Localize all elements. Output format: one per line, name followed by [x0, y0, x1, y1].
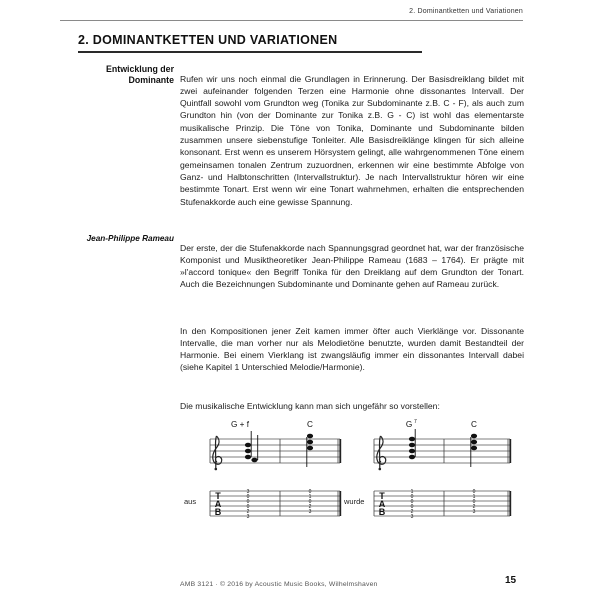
svg-text:0: 0	[246, 499, 250, 505]
treble-clef-dot	[215, 468, 218, 471]
svg-text:0: 0	[246, 504, 250, 510]
header-rule	[60, 20, 523, 21]
svg-text:3: 3	[246, 514, 250, 520]
footer-imprint: AMB 3121 · © 2016 by Acoustic Music Books, Wilhelmshaven	[180, 581, 378, 588]
svg-text:0: 0	[308, 499, 312, 505]
right-system	[343, 419, 510, 520]
paragraph-grundlagen: Rufen wir uns noch einmal die Grundlagen in Erinnerung. Der Basisdreiklang bildet mit zwei aufeinander folgenden Terzen eine Harmonie ohne dissonantes Intervall. Der Quintfall sowohl vom Grundton weg (Tonika zur Subdominante z.B. C - F), als auch zum Grundton hin (von der Dominante zur Tonika z.B. G - C) ist wohl das elementarste musikalische Prinzip. Die Töne von Tonika, Dominante und Subdominante bilden zusammen unsere siebenstufige Tonleiter. Alle Basisdreiklänge klingen für sich alleine konsonant. Erst wenn es unserem Hörsystem gelingt, alle wahrgenommenen Töne einem gemeinsamen tonalen Zentrum zuzuordnen, erkennen wir eine bestimmte Abfolge von Ganz- und Halbtonschritten (Intervallstruktur). Je nach Intervallstruktur hören wir eine bestimmte Tonart. Erst wenn wir eine Tonart wahrnehmen, erhalten die entsprechenden Stufenakkorde auch eine gewisse Spannung.	[180, 73, 524, 207]
tab-letter-t: T	[379, 491, 385, 501]
tab-staff-lines	[210, 491, 340, 516]
svg-text:0: 0	[308, 489, 312, 495]
section-label-entwicklung-der-dominante: Entwicklung der Dominante	[106, 64, 174, 85]
tab-numbers-column-1	[247, 489, 250, 520]
svg-text:0: 0	[472, 489, 476, 495]
chord-label-c: C	[307, 420, 313, 429]
left-system	[184, 420, 340, 520]
paragraph-rameau: Der erste, der die Stufenakkorde nach Spannungsgrad geordnet hat, war der französische Komponist und Musiktheoretiker Jean-Philippe Rameau (1683 – 1764). Er prägte mit »l'accord tonique« den Begriff Tonika für den Dreiklang auf dem Grundton der Tonart. Auch die Bezeichnungen Subdominante und Dominante gehen auf Rameau zurück.	[180, 242, 524, 290]
tab-letter-t: T	[215, 491, 221, 501]
tab-numbers-column-2	[309, 489, 312, 515]
svg-text:2: 2	[472, 504, 476, 510]
page-title: 2. DOMINANTKETTEN UND VARIATIONEN	[78, 33, 338, 47]
tab-staff-lines	[374, 491, 510, 516]
tab-barlines	[374, 491, 508, 516]
paragraph-vierklaenge: In den Kompositionen jener Zeit kamen immer öfter auch Vierklänge vor. Dissonante Intervalle, die man vorher nur als Melodietöne benutzte, wurden damit Bestandteil der Harmonie. Bei einem Vierklang ist zwangsläufig immer ein dissonantes Intervall dabei (siehe Kapitel 1 Unterschied Melodie/Harmonie).	[180, 325, 524, 373]
page-number: 15	[505, 575, 517, 586]
treble-clef-dot	[379, 468, 382, 471]
notes-g7-chord	[409, 429, 415, 459]
staff-lines	[374, 439, 510, 463]
notes-g-plus-f	[245, 431, 258, 462]
system-label-aus: aus	[184, 497, 197, 506]
svg-text:3: 3	[246, 489, 250, 495]
svg-text:0: 0	[472, 499, 476, 505]
tab-letter-a: A	[378, 499, 386, 509]
svg-text:0: 0	[410, 504, 414, 510]
system-label-wurde: wurde	[344, 497, 365, 506]
staff-lines	[210, 439, 340, 463]
chord-label-g7-superscript: 7	[414, 419, 417, 425]
svg-text:0: 0	[410, 499, 414, 505]
tab-numbers-column-1	[411, 489, 414, 520]
svg-text:2: 2	[410, 509, 414, 515]
svg-text:1: 1	[472, 494, 476, 500]
title-rule	[78, 51, 422, 53]
svg-text:3: 3	[410, 514, 414, 520]
tab-barlines	[210, 491, 338, 516]
svg-text:3: 3	[472, 509, 476, 515]
svg-text:2: 2	[308, 504, 312, 510]
svg-text:1: 1	[410, 489, 414, 495]
tab-numbers-column-2	[473, 489, 476, 515]
section-label-jean-philippe-rameau: Jean-Philippe Rameau	[86, 234, 174, 243]
running-header: 2. Dominantketten und Variationen	[409, 8, 523, 15]
svg-text:3: 3	[308, 509, 312, 515]
svg-text:2: 2	[246, 509, 250, 515]
tab-letter-a: A	[214, 499, 222, 509]
svg-text:1: 1	[308, 494, 312, 500]
chord-label-g-plus-f: G + f	[231, 420, 249, 429]
svg-text:0: 0	[246, 494, 250, 500]
tab-letter-b: B	[214, 507, 222, 517]
tab-letter-b: B	[378, 507, 386, 517]
chord-label-g7-root: G	[405, 420, 413, 429]
figure-intro-line: Die musikalische Entwicklung kann man sich ungefähr so vorstellen:	[180, 401, 440, 411]
music-notation-figure	[178, 415, 530, 553]
chord-label-c: C	[471, 420, 477, 429]
svg-text:0: 0	[410, 494, 414, 500]
